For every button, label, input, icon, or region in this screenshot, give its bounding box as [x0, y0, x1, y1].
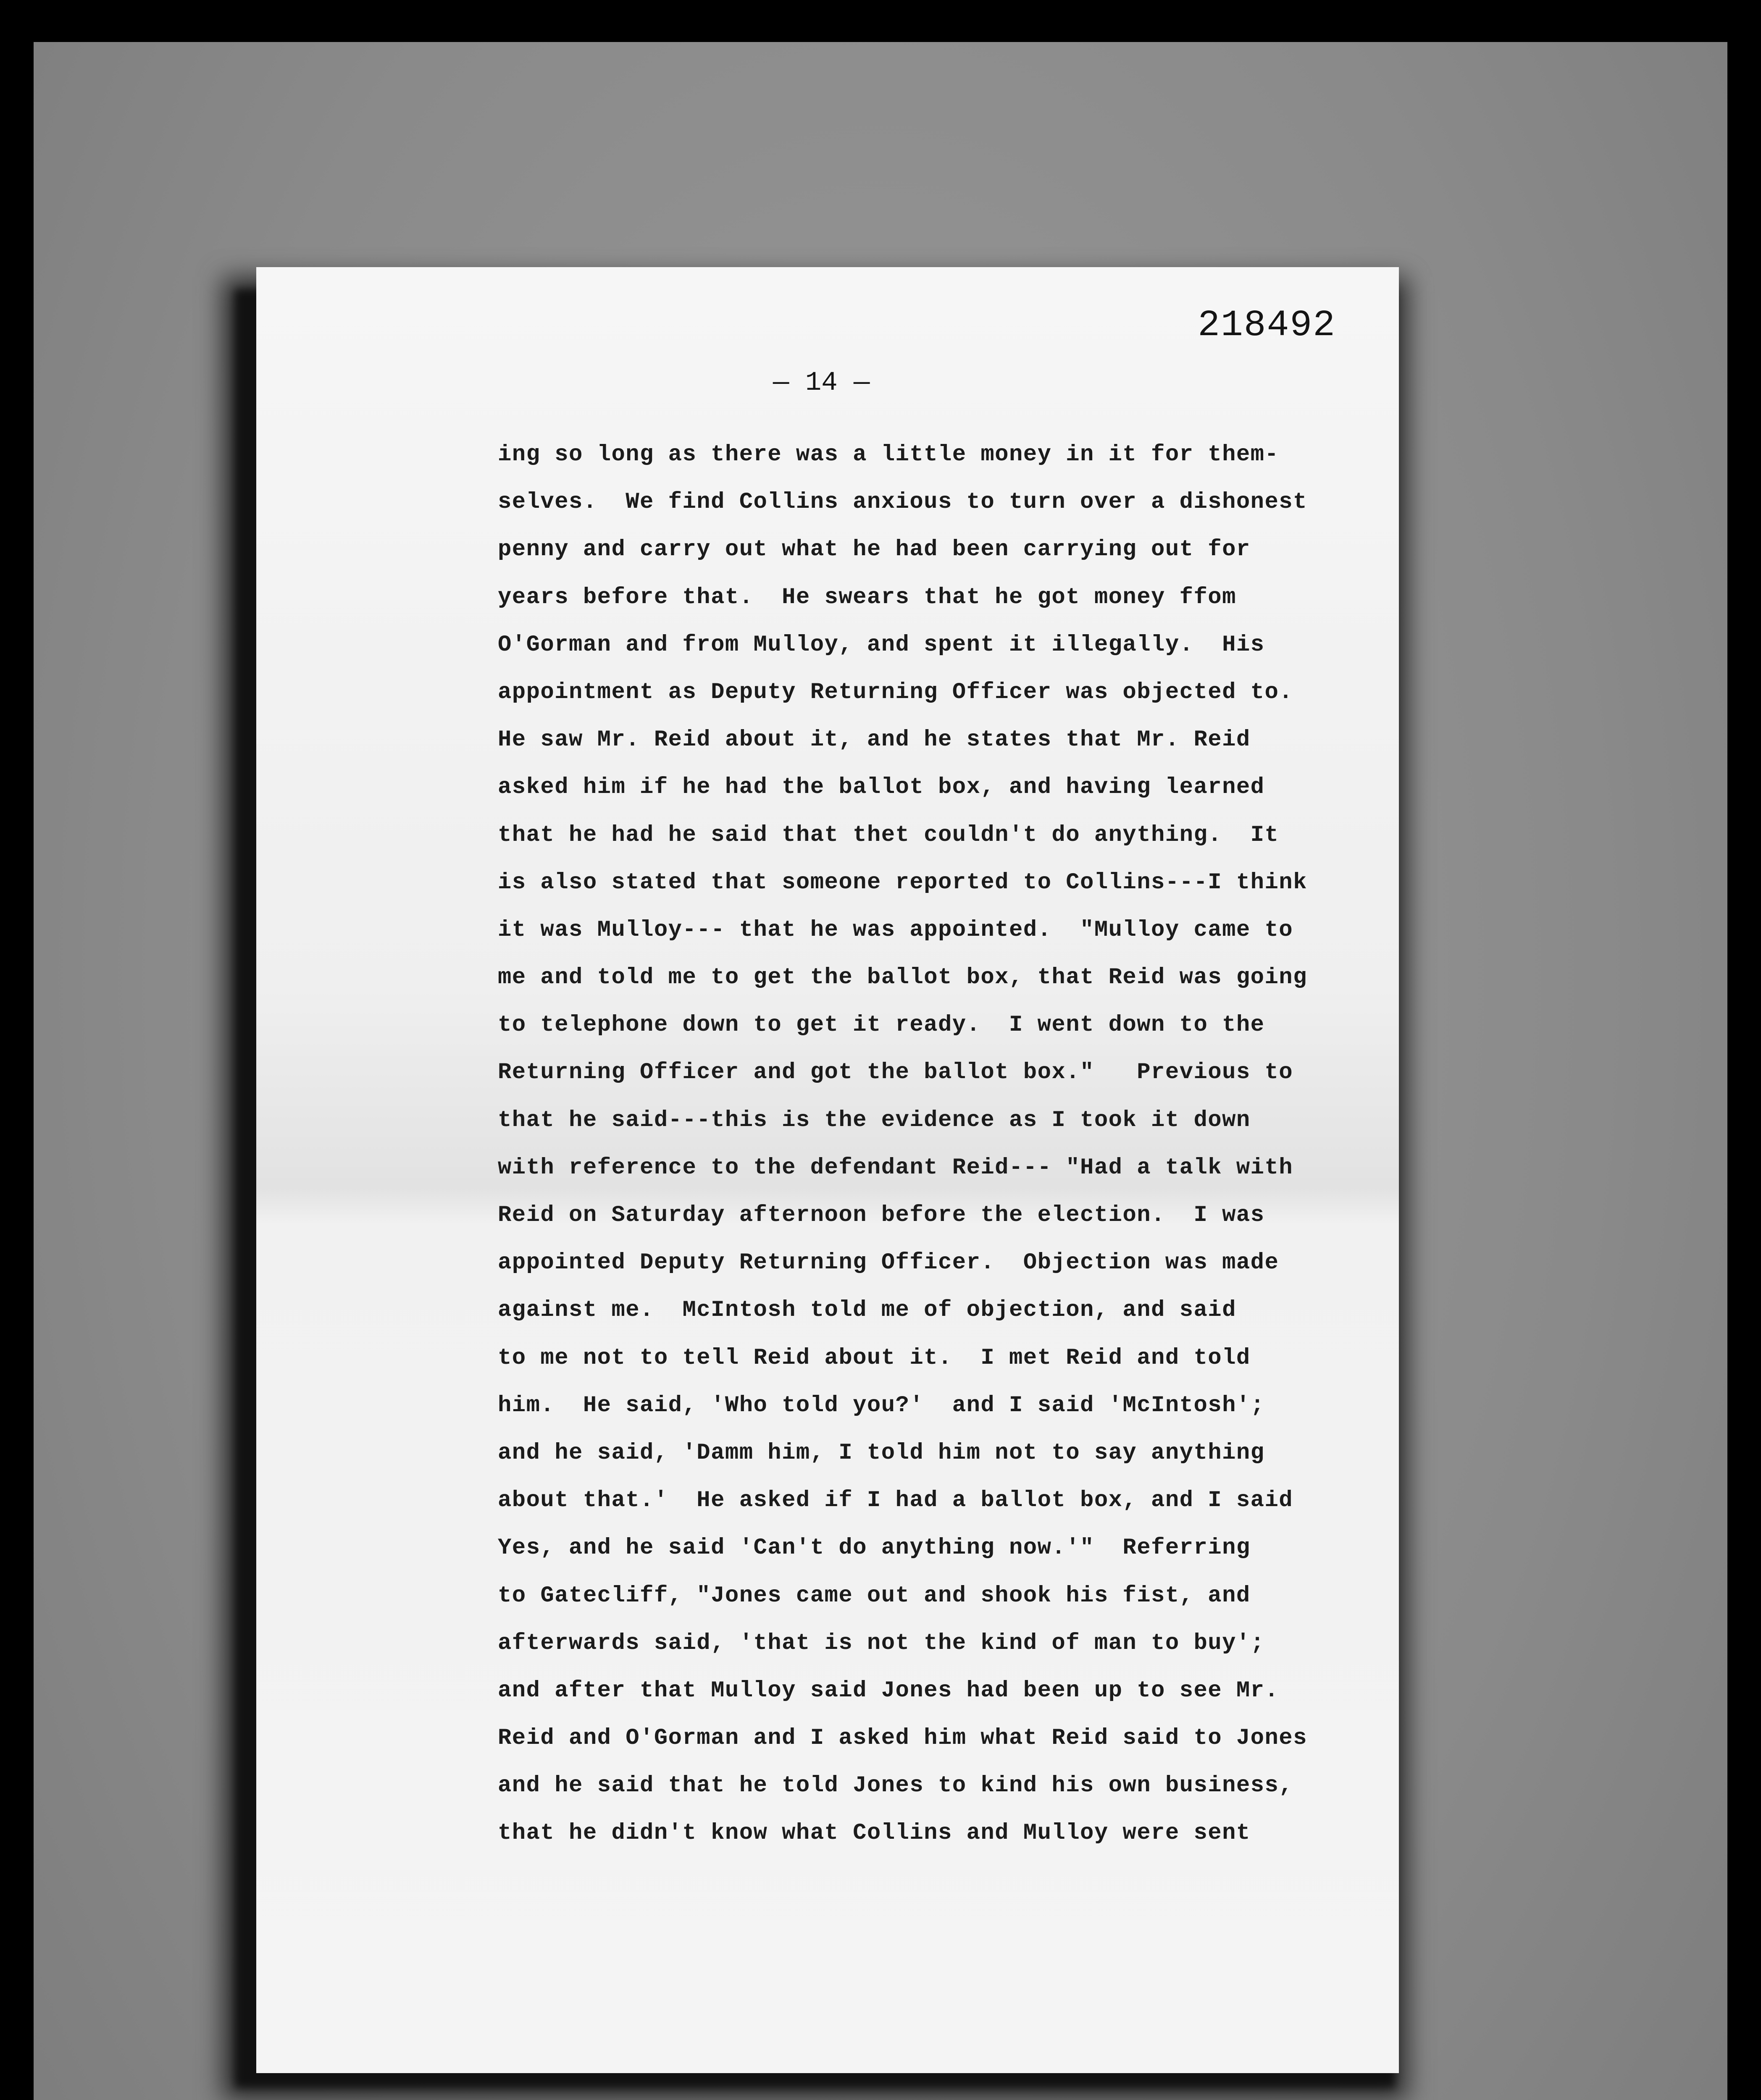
- text-line: with reference to the defendant Reid--- "Had a talk with: [498, 1155, 1293, 1181]
- page-number: — 14 —: [773, 368, 870, 398]
- text-line: to me not to tell Reid about it. I met Reid and told: [498, 1345, 1251, 1371]
- typed-page: [256, 267, 1399, 2073]
- text-line: appointed Deputy Returning Officer. Objection was made: [498, 1250, 1279, 1276]
- text-line: ing so long as there was a little money in it for them-: [498, 442, 1279, 467]
- text-line: it was Mulloy--- that he was appointed. "Mulloy came to: [498, 917, 1293, 943]
- document-number: 218492: [1198, 305, 1336, 346]
- text-line: me and told me to get the ballot box, that Reid was going: [498, 965, 1307, 991]
- text-line: Reid on Saturday afternoon before the election. I was: [498, 1202, 1265, 1228]
- text-line: O'Gorman and from Mulloy, and spent it illegally. His: [498, 632, 1265, 658]
- text-line: about that.' He asked if I had a ballot box, and I said: [498, 1488, 1293, 1514]
- text-line: years before that. He swears that he got money ffom: [498, 584, 1236, 610]
- text-line: appointment as Deputy Returning Officer was objected to.: [498, 679, 1293, 705]
- text-line: and he said that he told Jones to kind his own business,: [498, 1773, 1293, 1799]
- text-line: penny and carry out what he had been carrying out for: [498, 537, 1251, 563]
- text-line: and he said, 'Damm him, I told him not to say anything: [498, 1440, 1265, 1466]
- text-line: asked him if he had the ballot box, and having learned: [498, 774, 1265, 801]
- text-line: afterwards said, 'that is not the kind of man to buy';: [498, 1630, 1265, 1656]
- text-line: that he said---this is the evidence as I took it down: [498, 1107, 1251, 1133]
- text-line: and after that Mulloy said Jones had been up to see Mr.: [498, 1677, 1279, 1704]
- text-line: against me. McIntosh told me of objection, and said: [498, 1297, 1236, 1323]
- text-line: Reid and O'Gorman and I asked him what Reid said to Jones: [498, 1725, 1307, 1751]
- text-line: Returning Officer and got the ballot box." Previous to: [498, 1060, 1293, 1086]
- text-line: to telephone down to get it ready. I went down to the: [498, 1012, 1265, 1038]
- text-line: him. He said, 'Who told you?' and I said 'McIntosh';: [498, 1392, 1265, 1418]
- text-line: that he didn't know what Collins and Mulloy were sent: [498, 1820, 1251, 1846]
- text-line: that he had he said that thet couldn't do anything. It: [498, 822, 1279, 848]
- text-line: selves. We find Collins anxious to turn over a dishonest: [498, 489, 1307, 515]
- text-line: to Gatecliff, "Jones came out and shook his fist, and: [498, 1583, 1251, 1609]
- text-line: He saw Mr. Reid about it, and he states that Mr. Reid: [498, 727, 1251, 753]
- body-text: [498, 431, 1307, 1857]
- text-line: is also stated that someone reported to Collins---I think: [498, 869, 1307, 895]
- text-line: Yes, and he said 'Can't do anything now.'" Referring: [498, 1535, 1251, 1561]
